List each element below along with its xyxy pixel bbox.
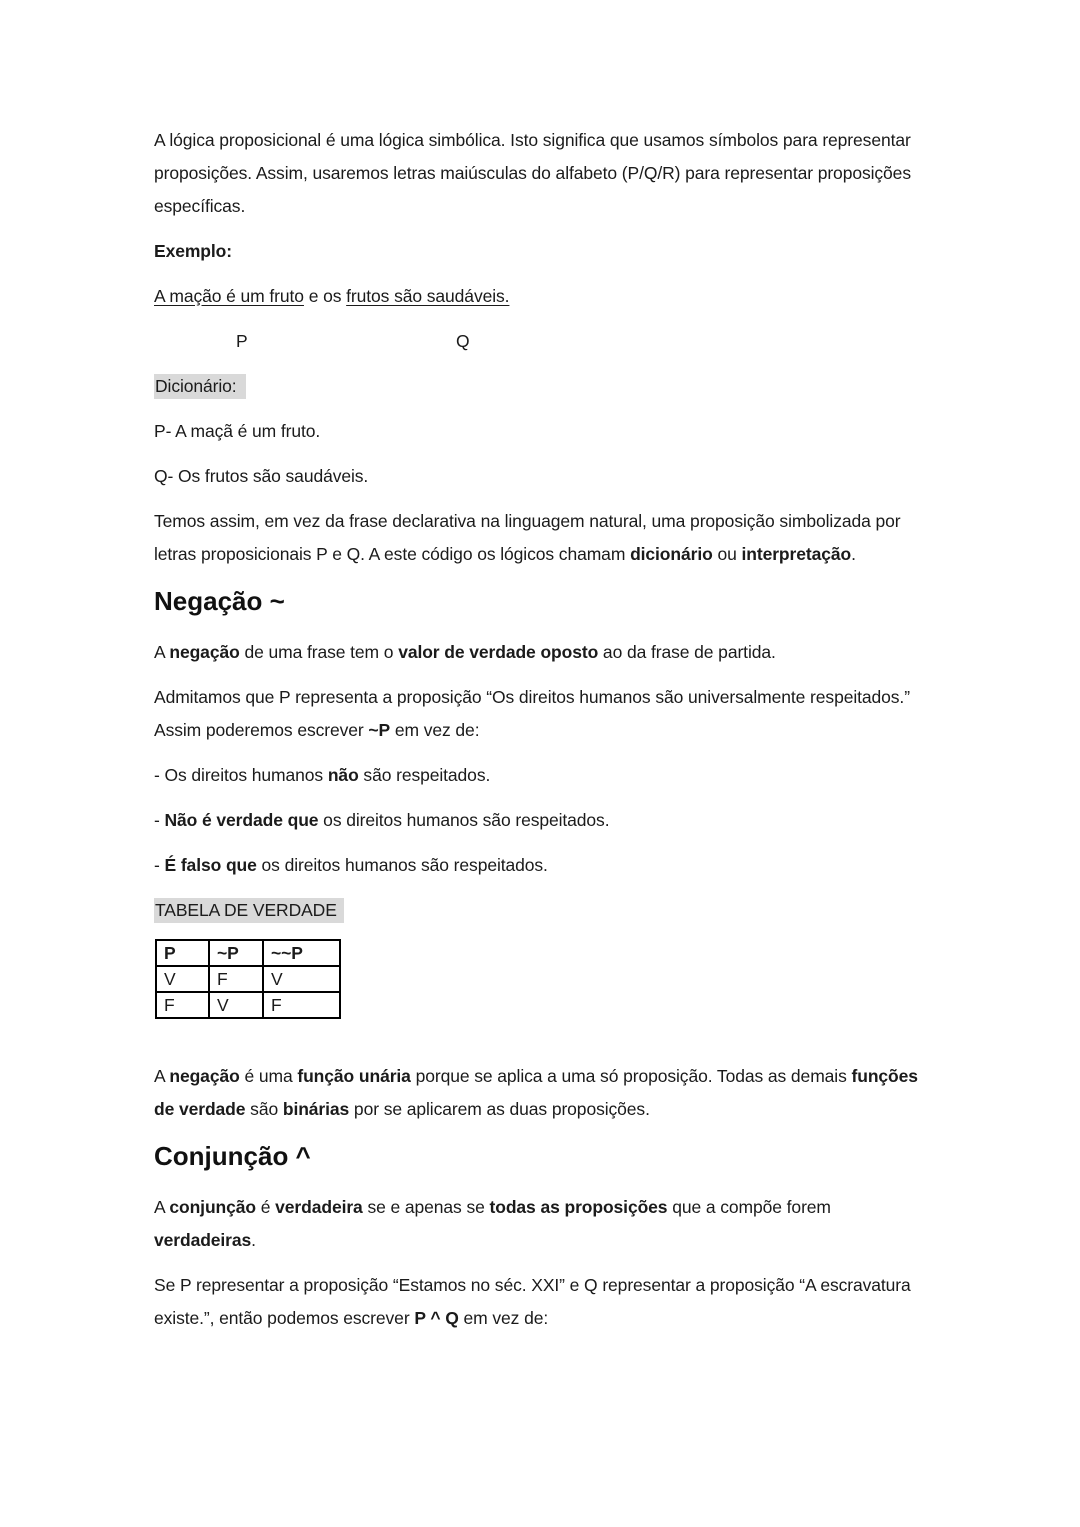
table-header-cell: ~~P: [263, 940, 340, 966]
negacao-section-heading: Negação ~: [154, 586, 285, 616]
text-run: A: [154, 1197, 170, 1217]
bold-run: ~P: [368, 720, 391, 740]
text-run: A: [154, 642, 170, 662]
truth-table-header-row: [156, 940, 340, 966]
text-run: .: [851, 544, 856, 564]
text-run: -: [154, 855, 165, 875]
conjuncao-definition: [154, 1191, 934, 1257]
table-cell: F: [263, 992, 340, 1018]
negacao-note: [154, 1060, 934, 1126]
conjuncao-section-heading: Conjunção ^: [154, 1141, 311, 1171]
text-run: .: [251, 1230, 256, 1250]
bold-run: valor de verdade oposto: [398, 642, 599, 662]
text-run: ou: [712, 544, 742, 564]
bold-run: Não é verdade que: [164, 810, 319, 830]
text-run: de uma frase tem o: [239, 642, 399, 662]
truth-table-row: [156, 966, 340, 992]
text-run: Admitamos que P representa a proposição “Os direitos humanos são universalmente respeitados.” Assim poderemos escrever: [154, 687, 910, 740]
proposition-letter-q: Q: [456, 331, 470, 351]
table-cell: V: [263, 966, 340, 992]
text-run: A: [154, 1066, 170, 1086]
proposition-letter-p: P: [236, 331, 248, 351]
bold-run: todas as proposições: [489, 1197, 668, 1217]
negacao-admitamos-paragraph: [154, 681, 934, 747]
bold-run: É falso que: [164, 855, 257, 875]
bold-run: não: [327, 765, 359, 785]
exemplo-sentence: [154, 280, 934, 313]
text-run: é: [255, 1197, 276, 1217]
dicionario-heading-highlight: Dicionário:: [154, 374, 246, 399]
document-body: [154, 124, 934, 1347]
dicionario-q-line: Q- Os frutos são saudáveis.: [154, 466, 369, 486]
text-run: ao da frase de partida.: [598, 642, 776, 662]
truth-table-label-highlight: TABELA DE VERDADE: [154, 898, 344, 923]
text-run: -: [154, 810, 165, 830]
bold-run: funções de verdade: [154, 1066, 918, 1119]
negacao-item-1: [154, 759, 934, 792]
proposition-letter-row: [154, 325, 934, 358]
negacao-item-3: [154, 849, 934, 882]
table-cell: V: [156, 966, 209, 992]
dicionario-summary: [154, 505, 934, 571]
table-header-cell: ~P: [209, 940, 263, 966]
text-run: - Os direitos humanos: [154, 765, 328, 785]
text-run: Temos assim, em vez da frase declarativa na linguagem natural, uma proposição simbolizada por letras proposicionais P e Q. A este código os lógicos chamam: [154, 511, 901, 564]
bold-run: P ^ Q: [414, 1308, 459, 1328]
bold-run: interpretação: [741, 544, 852, 564]
table-cell: F: [209, 966, 263, 992]
text-run: se e apenas se: [362, 1197, 490, 1217]
text-run: que a compõe forem: [667, 1197, 831, 1217]
bold-run: negação: [169, 642, 240, 662]
truth-table: [155, 939, 341, 1019]
bold-run: verdadeira: [275, 1197, 363, 1217]
bold-run: binárias: [282, 1099, 350, 1119]
table-header-cell: P: [156, 940, 209, 966]
text-run: são: [245, 1099, 283, 1119]
exemplo-label-text: Exemplo:: [154, 241, 232, 261]
bold-run: função unária: [297, 1066, 411, 1086]
table-cell: V: [209, 992, 263, 1018]
text-run: são respeitados.: [358, 765, 491, 785]
dicionario-heading: [154, 370, 934, 403]
sentence-connector: e os: [303, 286, 347, 306]
negacao-item-2: [154, 804, 934, 837]
bold-run: verdadeiras: [154, 1230, 252, 1250]
bold-run: negação: [169, 1066, 240, 1086]
bold-run: dicionário: [630, 544, 713, 564]
exemplo-label: [154, 235, 934, 268]
negacao-definition: [154, 636, 934, 669]
dicionario-p-line: P- A maçã é um fruto.: [154, 421, 321, 441]
text-run: em vez de:: [458, 1308, 549, 1328]
conjuncao-example: [154, 1269, 934, 1335]
text-run: é uma: [239, 1066, 298, 1086]
underlined-phrase-q: frutos são saudáveis.: [346, 286, 510, 306]
truth-table-label: [154, 894, 934, 927]
text-run: porque se aplica a uma só proposição. Todas as demais: [410, 1066, 852, 1086]
text-run: Se P representar a proposição “Estamos no séc. XXI” e Q representar a proposição “A escravatura existe.”, então podemos escrever: [154, 1275, 911, 1328]
table-cell: F: [156, 992, 209, 1018]
text-run: em vez de:: [390, 720, 480, 740]
bold-run: conjunção: [169, 1197, 256, 1217]
underlined-phrase-p: A mação é um fruto: [154, 286, 304, 306]
text-run: os direitos humanos são respeitados.: [318, 810, 610, 830]
intro-paragraph: A lógica proposicional é uma lógica simbólica. Isto significa que usamos símbolos para representar proposições. Assim, usaremos letras maiúsculas do alfabeto (P/Q/R) para representar proposições específicas.: [154, 130, 911, 216]
text-run: os direitos humanos são respeitados.: [256, 855, 548, 875]
text-run: por se aplicarem as duas proposições.: [349, 1099, 650, 1119]
truth-table-row: [156, 992, 340, 1018]
